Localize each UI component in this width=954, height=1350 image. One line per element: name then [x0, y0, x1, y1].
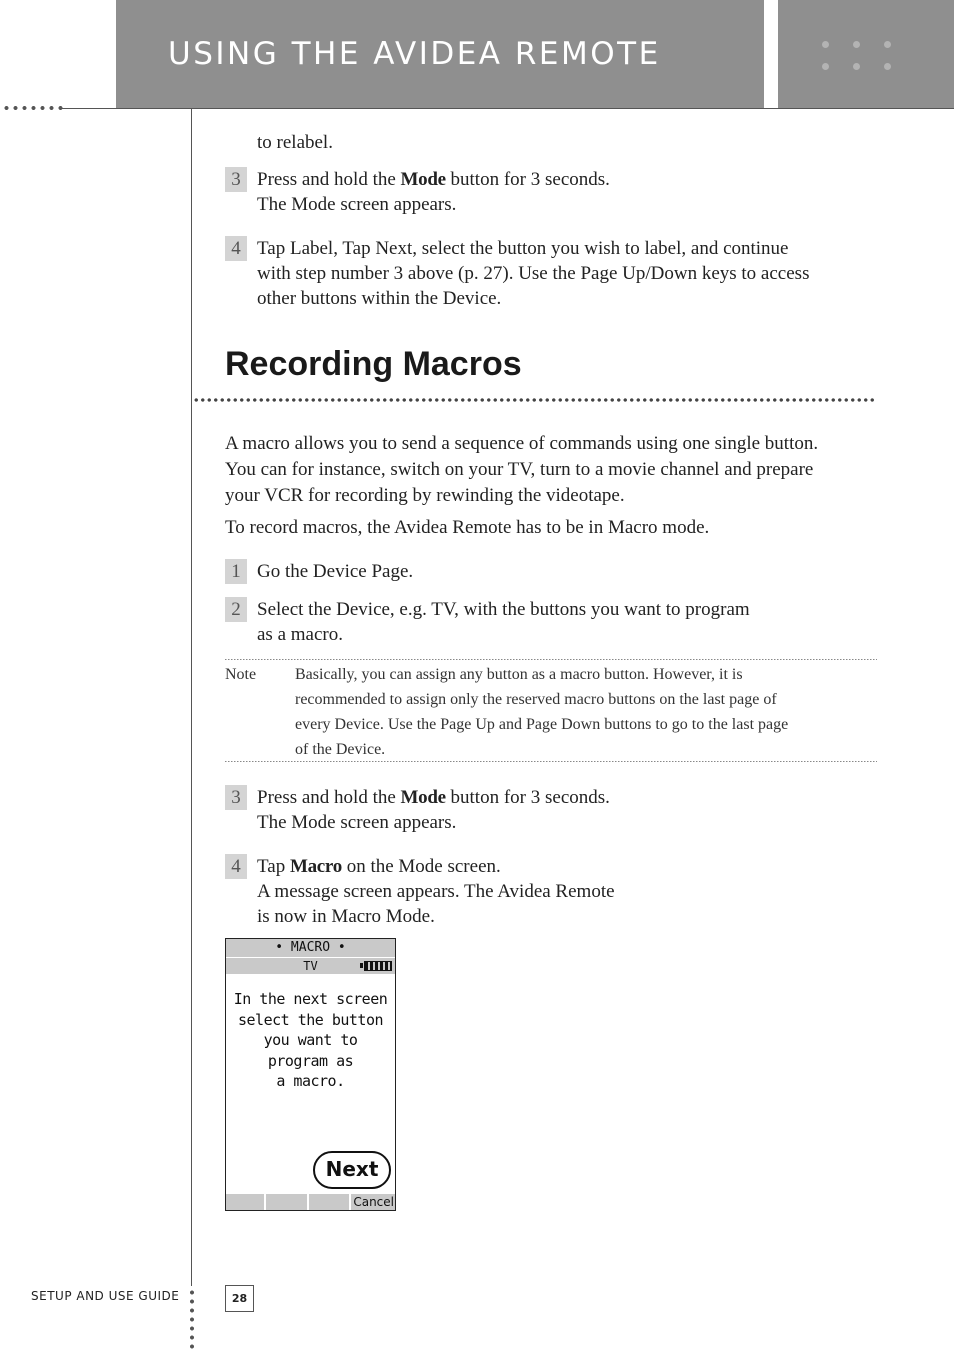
message-line: program as	[267, 1051, 354, 1070]
chapter-title: USING THE AVIDEA REMOTE	[168, 36, 661, 72]
soft-key-separator	[349, 1194, 351, 1210]
decorative-dot	[822, 41, 829, 48]
step-text-part: on the Mode screen.	[341, 856, 501, 877]
step-line: Tap Label, Tap Next, select the button you wish to label, and continue	[257, 238, 789, 259]
decorative-dot	[822, 63, 829, 70]
step-number: 4	[225, 854, 247, 879]
step-number: 3	[225, 167, 247, 192]
paragraph-line: You can for instance, switch on your TV, turn to a movie channel and prepare	[225, 459, 814, 480]
step-line: A message screen appears. The Avidea Remote	[257, 881, 615, 902]
decorative-dot	[853, 41, 860, 48]
header-dotted-lead	[2, 105, 66, 111]
header-band	[116, 0, 764, 108]
step-text-part: Tap	[257, 856, 290, 877]
remote-screen-illustration	[225, 938, 396, 1211]
decorative-dot	[853, 63, 860, 70]
message-line: select the button	[237, 1010, 384, 1029]
step-line: The Mode screen appears.	[257, 812, 457, 833]
step-text-part: Press and hold the	[257, 169, 401, 190]
mode-button-label: Mode	[400, 169, 446, 190]
step-text-part: button for 3 seconds.	[445, 787, 610, 808]
step-number: 4	[225, 236, 247, 261]
step-line: as a macro.	[257, 624, 343, 645]
decorative-dot	[884, 63, 891, 70]
device-label: TV	[226, 958, 395, 974]
step-line	[257, 854, 615, 879]
screen-message	[226, 989, 395, 1092]
message-line: you want to	[263, 1031, 358, 1049]
step-text	[257, 236, 809, 311]
step-number: 3	[225, 785, 247, 810]
paragraph-line: A macro allows you to send a sequence of commands using one single button.	[225, 433, 819, 454]
step-line: is now in Macro Mode.	[257, 906, 435, 927]
section-title: Recording Macros	[225, 345, 522, 383]
mode-indicator: • MACRO •	[226, 939, 395, 957]
note-line: of the Device.	[295, 741, 386, 758]
intro-paragraph	[225, 431, 818, 509]
step-number: 1	[225, 559, 247, 584]
note-line: Basically, you can assign any button as a macro button. However, it is	[295, 666, 743, 683]
note-text	[295, 662, 880, 762]
note-line: recommended to assign only the reserved macro buttons on the last page of	[295, 691, 777, 708]
step-number: 2	[225, 597, 247, 622]
decorative-dot	[884, 41, 891, 48]
step-text	[257, 167, 610, 217]
continuation-text: to relabel.	[257, 132, 333, 153]
margin-rule	[191, 108, 192, 1286]
next-button[interactable]: Next	[313, 1151, 391, 1189]
page-number: 28	[225, 1285, 254, 1312]
step-text-part: button for 3 seconds.	[445, 169, 610, 190]
header-rule	[62, 108, 954, 109]
step-text-part: Press and hold the	[257, 787, 401, 808]
macro-mode-paragraph: To record macros, the Avidea Remote has to be in Macro mode.	[225, 517, 710, 538]
soft-key-bar	[226, 1194, 395, 1210]
note-line: every Device. Use the Page Up and Page Down buttons to go to the last page	[295, 716, 789, 733]
step-line	[257, 167, 610, 192]
step-line: The Mode screen appears.	[257, 194, 457, 215]
mode-button-label: Mode	[400, 787, 446, 808]
step-line: Select the Device, e.g. TV, with the buttons you want to program	[257, 599, 750, 620]
paragraph-line: your VCR for recording by rewinding the videotape.	[225, 485, 625, 506]
step-line	[257, 785, 610, 810]
note-label: Note	[225, 666, 257, 683]
footer-label: SETUP AND USE GUIDE	[31, 1289, 180, 1303]
battery-icon	[364, 961, 392, 971]
soft-key-separator	[307, 1194, 309, 1210]
cancel-button[interactable]: Cancel	[353, 1195, 394, 1209]
step-line: Go the Device Page.	[257, 561, 414, 582]
step-text	[257, 559, 413, 584]
macro-button-label: Macro	[289, 856, 342, 877]
step-text	[257, 785, 610, 835]
step-text	[257, 854, 615, 929]
header-decoration	[778, 0, 954, 108]
message-line: a macro.	[276, 1072, 345, 1090]
message-line: In the next screen	[233, 990, 388, 1008]
step-line: other buttons within the Device.	[257, 288, 502, 309]
note-bottom-rule	[225, 761, 877, 762]
step-line: with step number 3 above (p. 27). Use the Page Up/Down keys to access	[257, 263, 810, 284]
section-dotted-rule	[193, 397, 877, 403]
margin-dotted-lead	[188, 1288, 196, 1350]
soft-key-separator	[264, 1194, 266, 1210]
step-text	[257, 597, 750, 647]
note-top-rule	[225, 659, 877, 660]
